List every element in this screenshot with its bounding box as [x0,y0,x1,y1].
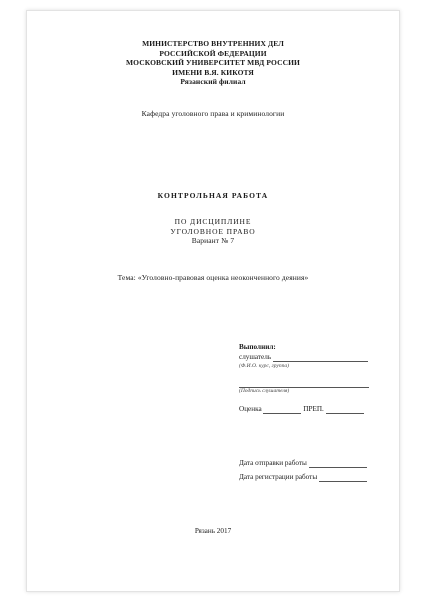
department-name: Кафедра уголовного права и криминологии [141,109,285,118]
discipline-block [27,217,399,246]
signature-caption: (Подпись слушателя) [239,388,290,394]
submit-date-label: Дата отправки работы [239,459,307,467]
city-year: Рязань 2017 [194,527,232,535]
variant-number: Вариант № 7 [191,236,235,245]
grade-right-label: ПРЕП. [303,405,324,413]
student-label: слушатель [239,353,272,361]
submit-date-row [239,459,399,468]
performer-label: Выполнил: [239,343,276,351]
student-caption: (Ф.И.О. курс, группа) [239,363,289,369]
grade-line-left [263,413,301,414]
student-row [239,353,389,362]
register-date-label: Дата регистрации работы [239,473,318,481]
grade-label: Оценка [239,405,262,413]
header-line-1: МИНИСТЕРСТВО ВНУТРЕННИХ ДЕЛ [142,39,284,48]
discipline-line-1: ПО ДИСЦИПЛИНЕ [174,217,252,226]
grade-row [239,405,389,414]
register-date-line [319,481,367,482]
document-page [26,10,400,592]
grade-line-right [326,413,364,414]
document-title: КОНТРОЛЬНАЯ РАБОТА [157,191,269,200]
ministry-header [27,39,399,87]
header-line-5: Рязанский филиал [180,77,246,86]
header-line-2: РОССИЙСКОЙ ФЕДЕРАЦИИ [159,48,267,58]
header-line-4: ИМЕНИ В.Я. КИКОТЯ [172,67,254,77]
header-line-3: МОСКОВСКИЙ УНИВЕРСИТЕТ МВД РОССИИ [126,58,300,67]
submit-date-line [309,467,367,468]
register-date-row [239,473,399,482]
discipline-line-2: УГОЛОВНОЕ ПРАВО [170,226,256,236]
work-topic: Тема: «Уголовно-правовая оценка неоконченного деяния» [117,273,309,282]
